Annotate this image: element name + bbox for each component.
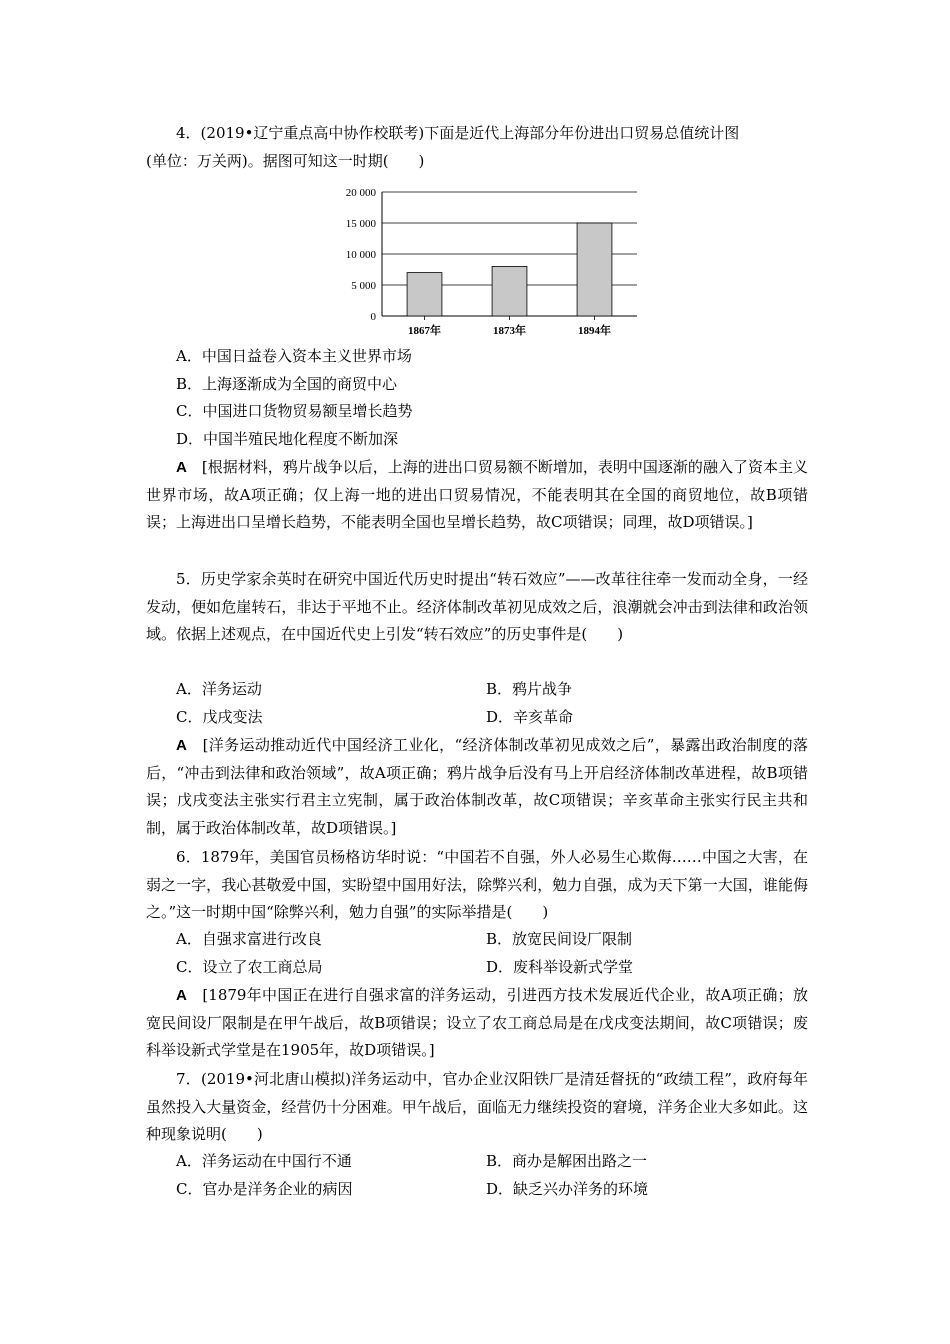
q6-stem: 6．1879年，美国官员杨格访华时说：“中国若不自强，外人必易生心欺侮……中国之大害，在弱之一字，我心甚敬爱中国，实盼望中国用好法，除弊兴利，勉力自强，成为天下第一大国，谁能侮之。”这一时期中国“除弊兴利，勉力自强”的实际举措是( ) <box>146 848 808 921</box>
q4-option-c: C．中国进口货物贸易额呈增长趋势 <box>176 402 413 420</box>
q5-answer <box>146 732 808 842</box>
q5-stem: 5．历史学家余英时在研究中国近代历史时提出“转石效应”——改革往往牵一发而动全身，一经发动，便如危崖转石，非达于平地不止。经济体制改革初见成效之后，浪潮就会冲击到法律和政治领域。依据上述观点，在中国近代史上引发“转石效应”的历史事件是( ) <box>146 570 808 643</box>
q5-option-a: A．洋务运动 <box>176 680 262 698</box>
chart-xtick-label: 1894年 <box>578 325 611 337</box>
chart-xtick-label: 1873年 <box>493 325 526 337</box>
q7-stem: 7．(2019•河北唐山模拟)洋务运动中，官办企业汉阳铁厂是清廷督抚的“政绩工程”，政府每年虽然投入大量资金，经营仍十分困难。甲午战后，面临无力继续投资的窘境，洋务企业大多如此。这种现象说明( ) <box>146 1070 808 1143</box>
q4-option-d: D．中国半殖民地化程度不断加深 <box>176 430 399 448</box>
q4-stem-line1: 4．(2019•辽宁重点高中协作校联考)下面是近代上海部分年份进出口贸易总值统计图 <box>176 124 740 142</box>
q5-answer-letter: A <box>176 737 187 754</box>
q7-option-d: D．缺乏兴办洋务的环境 <box>486 1180 649 1198</box>
q4-option-a: A．中国日益卷入资本主义世界市场 <box>176 347 412 365</box>
q6-option-b: B．放宽民间设厂限制 <box>486 930 633 948</box>
chart-ytick-label: 15 000 <box>345 218 376 230</box>
q7-option-a: A．洋务运动在中国行不通 <box>176 1152 352 1170</box>
chart-ytick-label: 20 000 <box>345 187 376 199</box>
q6-option-a: A．自强求富进行改良 <box>176 930 322 948</box>
q6-answer-letter: A <box>176 987 187 1004</box>
q4-answer-letter: A <box>176 459 187 476</box>
q4-stem-line2: (单位：万关两)。据图可知这一时期( ) <box>146 152 425 170</box>
q6-answer-text: [1879年中国正在进行自强求富的洋务运动，引进西方技术发展近代企业，故A项正确；放宽民间设厂限制是在甲午战后，故B项错误；设立了农工商总局是在戊戌变法期间，故C项错误；废科举设新式学堂是在1905年，故D项错误。] <box>146 986 808 1059</box>
chart-bar <box>492 266 527 316</box>
chart-ytick-label: 0 <box>370 311 376 323</box>
chart-bar <box>577 223 612 316</box>
chart-ytick-label: 10 000 <box>345 249 376 261</box>
q4-answer-text: [根据材料，鸦片战争以后，上海的进出口贸易额不断增加，表明中国逐渐的融入了资本主义世界市场，故A项正确；仅上海一地的进出口贸易情况，不能表明其在全国的商贸地位，故B项错误；上海进出口呈增长趋势，不能表明全国也呈增长趋势，故C项错误；同理，故D项错误。] <box>146 458 808 531</box>
q6-option-c: C．设立了农工商总局 <box>176 958 323 976</box>
q4-option-b: B．上海逐渐成为全国的商贸中心 <box>176 375 398 393</box>
q6-answer <box>146 982 808 1065</box>
q5-option-c: C．戊戌变法 <box>176 708 263 726</box>
chart-svg <box>340 180 640 345</box>
q4-answer <box>146 454 808 537</box>
q7-option-c: C．官办是洋务企业的病因 <box>176 1180 353 1198</box>
q5-answer-text: [洋务运动推动近代中国经济工业化，“经济体制改革初见成效之后”，暴露出政治制度的落后，“冲击到法律和政治领域”，故A项正确；鸦片战争后没有马上开启经济体制改革进程，故B项错误；戊戌变法主张实行君主立宪制，属于政治体制改革，故C项错误；辛亥革命主张实行民主共和制，属于政治体制改革，故D项错误。] <box>146 736 808 837</box>
trade-bar-chart <box>340 180 640 345</box>
q6-option-d: D．废科举设新式学堂 <box>486 958 634 976</box>
q5-option-d: D．辛亥革命 <box>486 708 574 726</box>
chart-xtick-label: 1867年 <box>408 325 441 337</box>
chart-ytick-label: 5 000 <box>351 280 376 292</box>
q7-option-b: B．商办是解困出路之一 <box>486 1152 648 1170</box>
chart-bar <box>407 273 442 316</box>
q5-option-b: B．鸦片战争 <box>486 680 573 698</box>
